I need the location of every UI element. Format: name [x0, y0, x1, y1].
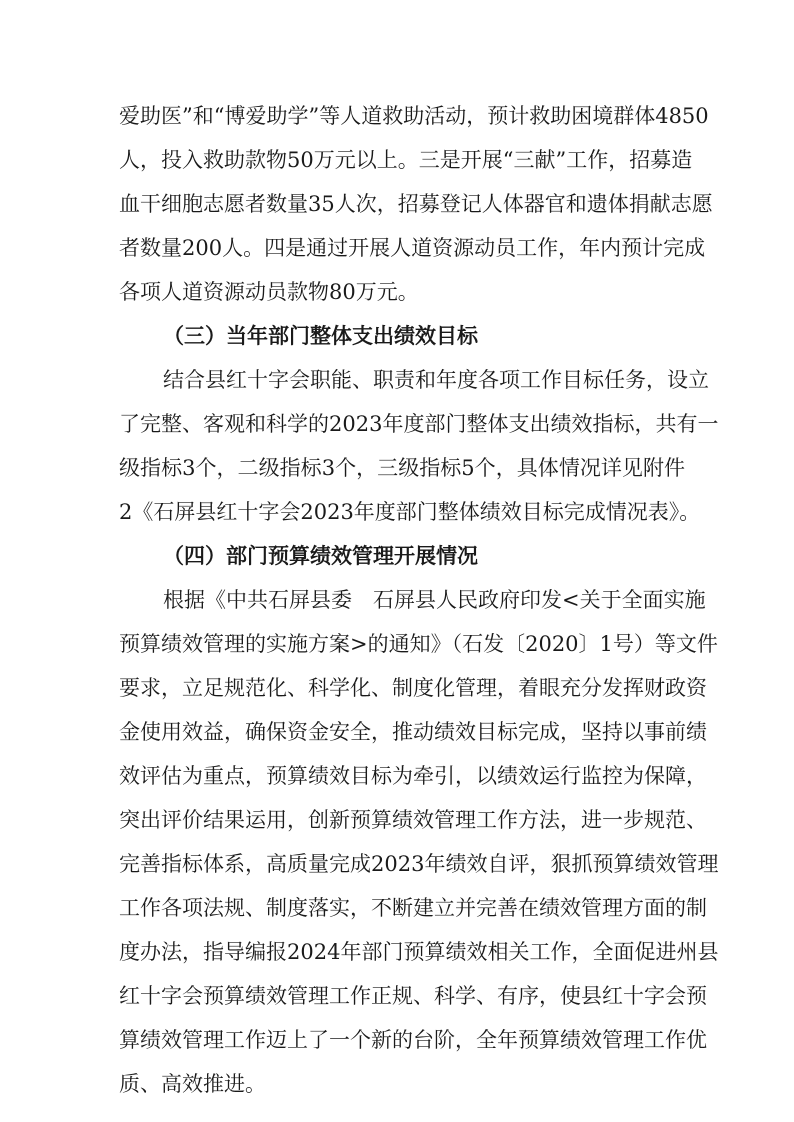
- paragraph-2-line: 2《石屏县红十字会2023年度部门整体绩效目标完成情况表》。: [119, 500, 701, 524]
- paragraph-3-line: 工作各项法规、制度落实，不断建立并完善在绩效管理方面的制: [119, 896, 707, 920]
- paragraph-3-line: 质、高效推进。: [119, 1072, 266, 1096]
- paragraph-3-line: 度办法，指导编报2024年部门预算绩效相关工作，全面促进州县: [119, 940, 719, 964]
- paragraph-3-line: 根据《中共石屏县委 石屏县人民政府印发<关于全面实施: [163, 588, 706, 612]
- paragraph-3-line: 算绩效管理工作迈上了一个新的台阶，全年预算绩效管理工作优: [119, 1028, 707, 1052]
- paragraph-3-line: 要求，立足规范化、科学化、制度化管理，着眼充分发挥财政资: [119, 676, 707, 700]
- section-heading-4: （四）部门预算绩效管理开展情况: [163, 543, 478, 568]
- paragraph-3-line: 完善指标体系，高质量完成2023年绩效自评，狠抓预算绩效管理: [119, 852, 719, 876]
- paragraph-2-line: 结合县红十字会职能、职责和年度各项工作目标任务，设立: [163, 368, 709, 392]
- paragraph-2-line: 级指标3个，二级指标3个，三级指标5个，具体情况详见附件: [119, 456, 685, 480]
- paragraph-3-line: 效评估为重点，预算绩效目标为牵引，以绩效运行监控为保障，: [119, 764, 707, 788]
- paragraph-3-line: 红十字会预算绩效管理工作正规、科学、有序，使县红十字会预: [119, 984, 707, 1008]
- section-heading-3: （三）当年部门整体支出绩效目标: [163, 323, 478, 348]
- paragraph-3-line: 预算绩效管理的实施方案>的通知》（石发〔2020〕1号）等文件: [119, 632, 718, 656]
- paragraph-2-line: 了完整、客观和科学的2023年度部门整体支出绩效指标，共有一: [119, 412, 719, 436]
- paragraph-3-line: 金使用效益，确保资金安全，推动绩效目标完成，坚持以事前绩: [119, 720, 707, 744]
- paragraph-1-line: 人，投入救助款物50万元以上。三是开展“三献”工作，招募造: [119, 148, 693, 172]
- paragraph-1-line: 爱助医”和“博爱助学”等人道救助活动，预计救助困境群体4850: [119, 104, 709, 128]
- paragraph-1-line: 各项人道资源动员款物80万元。: [119, 280, 419, 304]
- paragraph-1-line: 血干细胞志愿者数量35人次，招募登记人体器官和遗体捐献志愿: [119, 192, 713, 216]
- paragraph-1-line: 者数量200人。四是通过开展人道资源动员工作，年内预计完成: [119, 236, 706, 260]
- paragraph-3-line: 突出评价结果运用，创新预算绩效管理工作方法，进一步规范、: [119, 808, 707, 832]
